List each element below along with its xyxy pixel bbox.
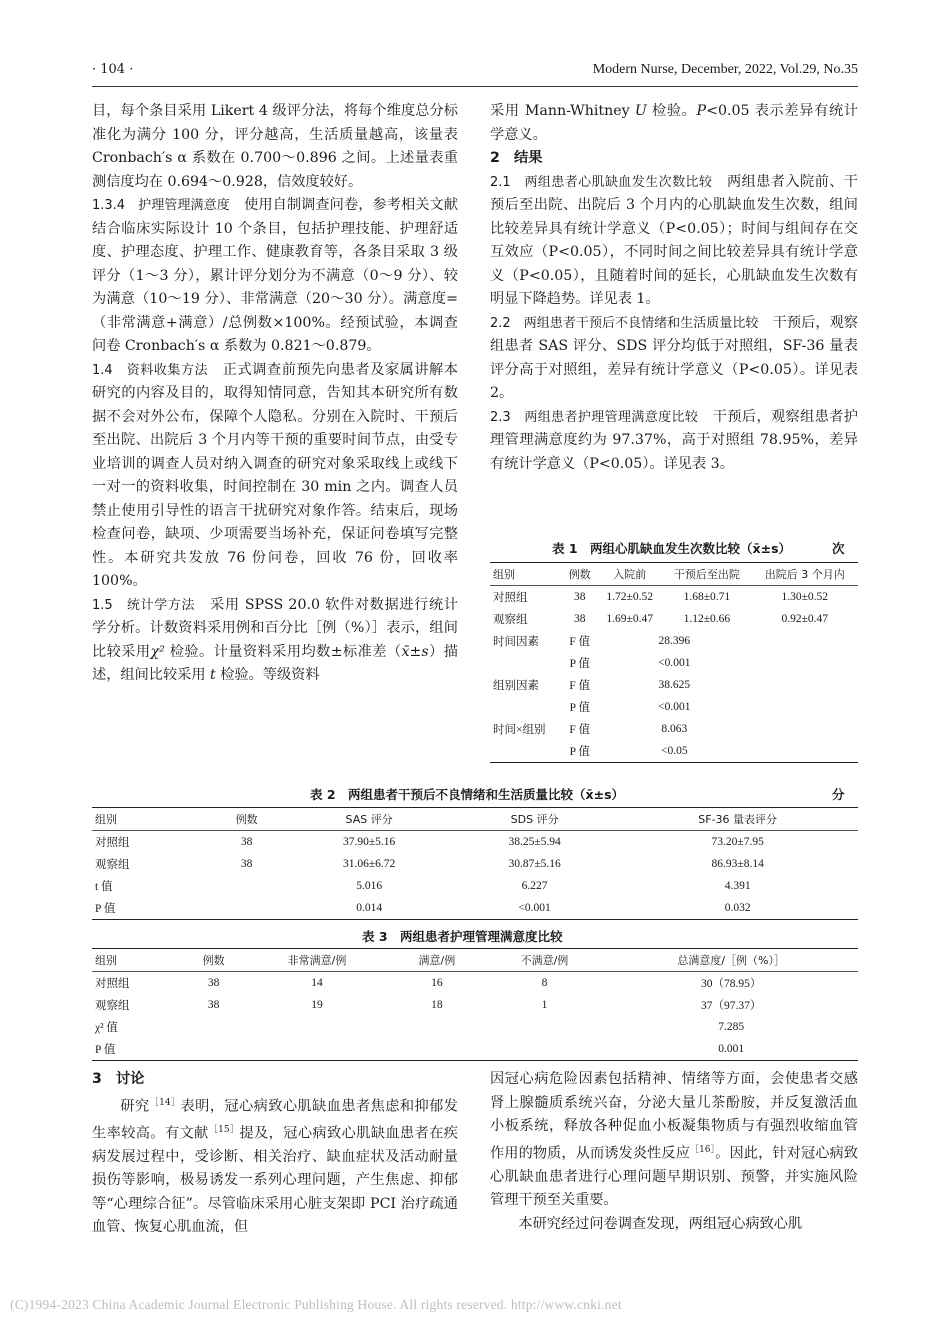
table-cell: 7.285	[718, 1021, 745, 1033]
table2-unit: 分	[832, 787, 845, 802]
table2	[92, 807, 858, 920]
table-cell: 38	[240, 858, 253, 870]
table-cell: SDS 评分	[452, 808, 617, 831]
table-cell: 对照组	[95, 837, 130, 849]
table-cell: F 值	[569, 636, 591, 648]
table-row	[490, 630, 858, 652]
table-cell: 37（97.37）	[700, 1000, 762, 1012]
table-cell: 19	[311, 999, 323, 1011]
table-cell: 38	[207, 999, 220, 1011]
left-column	[92, 100, 458, 688]
table-cell	[389, 1038, 484, 1061]
table-cell	[751, 696, 858, 718]
section-2-2: 2.2 两组患者干预后不良情绪和生活质量比较 干预后，观察组患者 SAS 评分、SDS 评分均低于对照组，SF-36 量表评分高于对照组，差异有统计学意义（P<0.05）。详见表 2。	[490, 314, 858, 401]
section-2-3: 2.3 两组患者护理管理满意度比较 干预后，观察组患者护理管理满意度约为 97.37%，高于对照组 78.95%，差异有统计学意义（P<0.05）。详见表 3。	[490, 408, 858, 472]
table-cell: 8.063	[661, 723, 688, 735]
table-cell: 37.90±5.16	[342, 836, 396, 848]
table-cell: 18	[431, 999, 443, 1011]
table-cell: 组别因素	[493, 680, 539, 692]
table-cell: P 值	[562, 740, 597, 763]
table-cell: 1.68±0.71	[683, 591, 731, 603]
page-header	[92, 62, 858, 84]
section-3-title: 3 讨论	[92, 1071, 145, 1087]
table-cell: 入院前	[597, 563, 662, 586]
right-column	[490, 100, 858, 476]
section-title: 2.1 两组患者心肌缺血发生次数比较	[490, 174, 713, 190]
table-cell: 30.87±5.16	[508, 858, 561, 870]
citation: ［16］	[689, 1144, 716, 1155]
table-cell: 0.92±0.47	[781, 613, 828, 625]
table-cell: 38.25±5.94	[508, 836, 561, 848]
table-header-row	[490, 563, 858, 586]
table-cell: 观察组	[95, 859, 130, 871]
table-cell	[207, 875, 286, 897]
paragraph: 采用 Mann-Whitney U 检验。P<0.05 表示差异有统计学意义。	[490, 103, 858, 143]
table-cell: <0.001	[658, 657, 691, 669]
table-cell: 4.391	[724, 880, 751, 892]
table-row	[92, 897, 858, 920]
table-cell: 0.032	[617, 897, 858, 920]
table-cell: 不满意/例	[485, 949, 605, 972]
section-1-5: 1.5 统计学方法 采用 SPSS 20.0 软件对数据进行统计学分析。计数资料采用例和百分比［例（%）］表示，组间比较采用χ² 检验。计量资料采用均数±标准差（x̄±s）描述，组间比较采用 t 检验。等级资料	[92, 596, 458, 683]
table-cell	[245, 1016, 389, 1038]
table-cell: 73.20±7.95	[711, 836, 764, 848]
section-2-title: 2 结果	[490, 150, 543, 166]
table-cell: 观察组	[95, 1000, 130, 1012]
table-cell: 86.93±8.14	[711, 858, 764, 870]
table-cell: 0.001	[604, 1038, 858, 1061]
journal-info: Modern Nurse, December, 2022, Vol.29, No.35	[592, 62, 858, 77]
table-cell: 28.396	[658, 635, 691, 647]
copyright-footer: (C)1994-2023 China Academic Journal Electronic Publishing House. All rights reserved. http://www.cnki.net	[10, 1297, 622, 1312]
table-row	[490, 652, 858, 674]
table-cell	[485, 1038, 605, 1061]
table-cell: 5.016	[356, 880, 383, 892]
table-cell	[751, 718, 858, 740]
table-cell: 38	[574, 591, 586, 603]
table-cell	[182, 1016, 244, 1038]
table-cell: 0.014	[286, 897, 451, 920]
table-row	[490, 718, 858, 740]
citation: ［14］	[149, 1097, 181, 1108]
table-row	[92, 831, 858, 854]
table-cell	[207, 897, 286, 920]
table-cell: SAS 评分	[286, 808, 451, 831]
discussion-left	[92, 1068, 458, 1240]
section-2-1: 2.1 两组患者心肌缺血发生次数比较 两组患者入院前、干预后至出院、出院后 3 个月内的心肌缺血发生次数，组间比较差异具有统计学意义（P<0.05）；时间与组间存在交互效应（P<0.05），不同时间之间比较差异具有统计学意义（P<0.05），且随着时间的延长，心肌缺血发生次数有明显下降趋势。详见表 1。	[490, 173, 858, 307]
table-cell: 38	[574, 613, 586, 625]
section-1-4: 1.4 资料收集方法 正式调查前预先向患者及家属讲解本研究的内容及目的，取得知情同意，告知其本研究所有数据不会对外公布，保障个人隐私。分别在入院时、干预后至出院、出院后 3 个月内等干预的重要时间节点，由受专业培训的调查人员对纳入调查的研究对象采取线上或线下一对一的资料收集，时间控制在 30 min 之内。调查人员禁止使用引导性的语言干扰研究对象作答。结束后，现场检查问卷，缺项、少项需要当场补充，保证问卷填写完整性。本研究共发放 76 份问卷，回收 76 份，回收率 100%。	[92, 361, 458, 589]
table-cell	[245, 1038, 389, 1061]
table-cell: 16	[431, 977, 443, 989]
table-row	[92, 1016, 858, 1038]
table-cell: 组别	[490, 563, 562, 586]
paragraph: 目，每个条目采用 Likert 4 级评分法，将每个维度总分标准化为满分 100 分，评分越高，生活质量越高，该量表 Cronbach′s α 系数在 0.700～0.896 之间。上述量表重测信度均在 0.694～0.928，信效度较好。	[92, 103, 458, 190]
table-cell	[182, 1038, 244, 1061]
table-cell: 38	[240, 836, 253, 848]
table-cell: 38.625	[658, 679, 691, 691]
table-cell: <0.001	[658, 701, 691, 713]
table-cell: χ² 值	[95, 1022, 118, 1034]
table-row	[490, 740, 858, 763]
table-cell	[751, 674, 858, 696]
table-cell: 时间因素	[493, 636, 539, 648]
paragraph: 本研究经过问卷调查发现，两组冠心病致心肌	[518, 1215, 803, 1232]
table-cell	[490, 652, 562, 674]
table-cell	[485, 1016, 605, 1038]
table-cell: 例数	[182, 949, 244, 972]
header-rule	[92, 86, 858, 87]
section-1-3-4: 1.3.4 护理管理满意度 使用自制调查问卷，参考相关文献结合临床实际设计 10 个条目，包括护理技能、护理舒适度、护理态度、护理工作、健康教育等，各条目采取 3 级评分（1～3 分），累计评分划分为不满意（0～9 分）、较为满意（10～19 分）、非常满意（20～30 分）。满意度=（非常满意+满意）/总例数×100%。经预试验，本调查问卷 Cronbach′s α 系数为 0.821～0.879。	[92, 197, 458, 354]
table-cell: 组别	[92, 949, 182, 972]
table-cell	[490, 696, 562, 718]
table-cell: 时间×组别	[493, 724, 546, 736]
table-row	[92, 853, 858, 875]
page-number: · 104 ·	[92, 62, 134, 77]
table-row	[92, 994, 858, 1016]
table1-unit: 次	[832, 541, 845, 556]
table2-caption: 表 2 两组患者干预后不良情绪和生活质量比较（x̄±s）	[310, 787, 625, 802]
table-cell: 38	[207, 977, 220, 989]
section-title: 1.4 资料收集方法	[92, 362, 209, 378]
table-cell: 例数	[562, 563, 597, 586]
table-cell: F 值	[569, 724, 591, 736]
table-cell: P 值	[92, 1038, 182, 1061]
table-cell: 30（78.95）	[700, 978, 762, 990]
table-row	[92, 875, 858, 897]
table-cell: P 值	[92, 897, 207, 920]
table1-caption: 表 1 两组心肌缺血发生次数比较（x̄±s）	[552, 541, 792, 556]
table-cell	[751, 740, 858, 763]
table-cell	[751, 630, 858, 652]
table-cell: 干预后至出院	[662, 563, 751, 586]
discussion-right	[490, 1068, 858, 1236]
table-cell: <0.05	[597, 740, 751, 763]
table-cell	[389, 1016, 484, 1038]
table-cell: 例数	[207, 808, 286, 831]
table-cell: 1.72±0.52	[606, 591, 653, 603]
paragraph: 因冠心病危险因素包括精神、情绪等方面，会使患者交感肾上腺髓质系统兴奋，分泌大量儿茶酚胺，并反复激活血小板系统，释放各种促血小板凝集物质与有强烈收缩血管作用的物质，从而诱发炎性反应$^{[16]}$。因此，针对冠心病致心肌缺血患者进行心理问题早期识别、预警，并实施风险管理干预至关重要。	[490, 1071, 858, 1209]
section-title: 1.3.4 护理管理满意度	[92, 198, 230, 213]
table-cell: F 值	[569, 680, 591, 692]
table-cell: 对照组	[493, 592, 528, 604]
table-cell: SF-36 量表评分	[617, 808, 858, 831]
table-cell: 对照组	[95, 978, 130, 990]
table-cell: 组别	[92, 808, 207, 831]
table-cell: 观察组	[493, 614, 528, 626]
table-header-row	[92, 949, 858, 972]
table-row	[490, 696, 858, 718]
table-cell: P 值	[569, 702, 590, 714]
section-title: 1.5 统计学方法	[92, 597, 196, 613]
table-row	[92, 1038, 858, 1061]
table-cell: 14	[311, 977, 323, 989]
table-header-row	[92, 808, 858, 831]
table3-caption: 表 3 两组患者护理管理满意度比较	[362, 929, 563, 944]
table-row	[490, 608, 858, 630]
table-cell: 6.227	[521, 880, 548, 892]
table-cell: 满意/例	[389, 949, 484, 972]
table3	[92, 948, 858, 1061]
section-title: 2.3 两组患者护理管理满意度比较	[490, 409, 699, 425]
table-cell: 8	[541, 977, 548, 989]
table-row	[490, 674, 858, 696]
table-cell: 1.69±0.47	[606, 613, 653, 625]
paragraph: 研究$^{[14]}$表明，冠心病致心肌缺血患者焦虑和抑郁发生率较高。有文献$^{[15]}$提及，冠心病致心肌缺血患者在疾病发展过程中，受诊断、相关治疗、缺血症状及活动耐量损伤等影响，极易诱发一系列心理问题，产生焦虑、抑郁等“心理综合征”。尽管临床采用心脏支架即 PCI 治疗疏通血管、恢复心肌血流，但	[92, 1097, 458, 1236]
table-cell	[751, 652, 858, 674]
table-cell: P 值	[569, 658, 590, 670]
section-title: 2.2 两组患者干预后不良情绪和生活质量比较	[490, 315, 759, 331]
table-cell: t 值	[95, 881, 113, 893]
table-row	[92, 972, 858, 995]
table1	[490, 562, 858, 763]
table-cell: 1.12±0.66	[683, 613, 731, 625]
table-cell: 31.06±6.72	[342, 858, 396, 870]
table-cell	[490, 740, 562, 763]
table-cell: <0.001	[452, 897, 617, 920]
table-cell: 1	[541, 999, 548, 1011]
table-cell: 1.30±0.52	[781, 591, 828, 603]
citation: ［15］	[208, 1124, 240, 1135]
table-cell: 总满意度/［例（%）］	[604, 949, 858, 972]
table-cell: 出院后 3 个月内	[751, 563, 858, 586]
table-cell: 非常满意/例	[245, 949, 389, 972]
table-row	[490, 586, 858, 609]
